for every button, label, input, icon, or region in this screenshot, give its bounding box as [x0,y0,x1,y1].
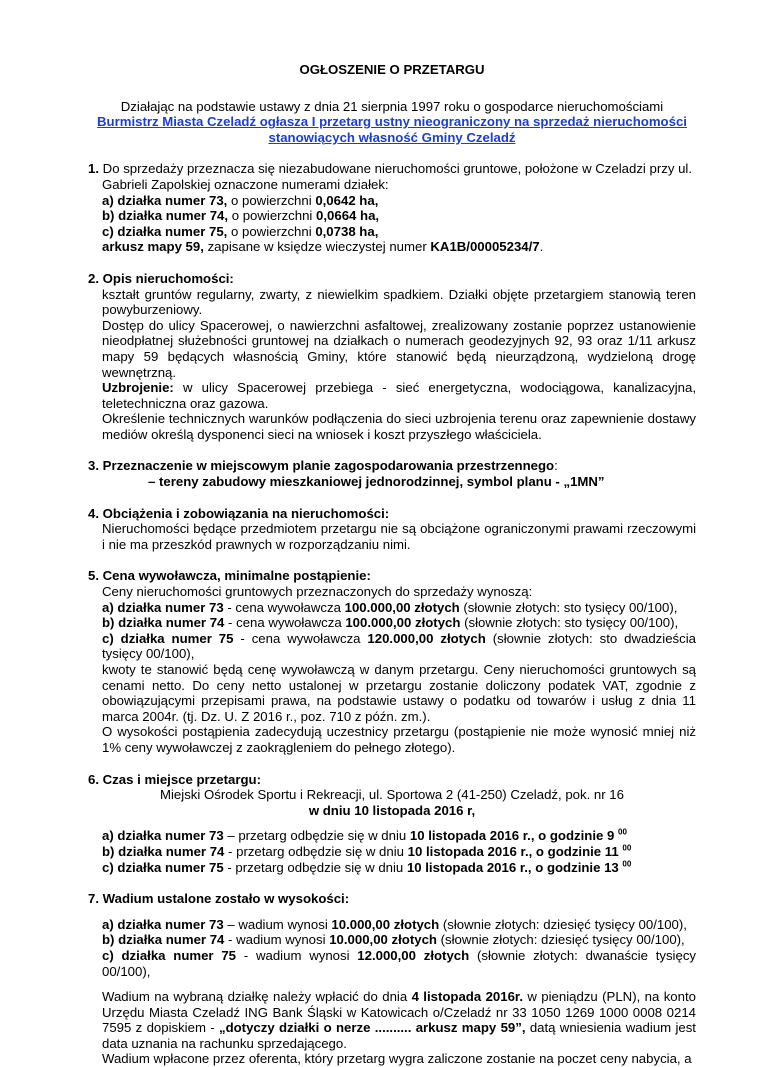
deposit-item: c) działka numer 75 - wadium wynosi 12.000,00 złotych (słownie złotych: dwanaście tysięcy 00/100), [102,947,697,979]
section-2-heading: 2. Opis nieruchomości: [88,270,234,286]
section-5-p2: O wysokości postąpienia zadecydują uczestnicy przetargu (postąpienie nie może wynosić mniej niż 1% ceny wywoławczej z zaokrągleniem do pełnego złotego). [102,724,696,755]
auction-time-item: a) działka numer 73 – przetarg odbędzie się w dniu 10 listopada 2016 r., o godzinie 9 $^{00}$ [102,827,627,844]
deposit-last-line: Wadium wpłacone przez oferenta, który przetarg wygra zaliczone zostanie na poczet ceny nabycia, a [102,1051,692,1067]
section-5 [88,568,696,755]
plot-area-item: b) działka numer 74, o powierzchni 0,0664 ha, [102,208,380,224]
intro-text: Działając na podstawie ustawy z dnia 21 sierpnia 1997 roku o gospodarce nieruchomościami [120,98,664,114]
section-2-p2: Dostęp do ulicy Spacerowej, o nawierzchni asfaltowej, zrealizowany zostanie poprzez ustanowienie nieodpłatnej służebności gruntowej na działkach o numerach geodezyjnych 92, 93 oraz 1/11 arkusz mapy 59 będących własnością Gminy, które stanowić będą nieurządzoną, wydzieloną drogę wewnętrzną. [102,317,696,380]
section-4-text: Nieruchomości będące przedmiotem przetargu nie są obciążone ograniczonymi prawami rzeczowymi i nie ma przeszkód prawnych w rozporządzaniu nimi. [102,521,696,552]
section-3 [88,458,696,489]
section-6-heading: 6. Czas i miejsce przetargu: [88,771,261,787]
plot-area-item: c) działka numer 75, o powierzchni 0,0738 ha, [102,223,379,239]
section-2-p3: Uzbrojenie: w ulicy Spacerowej przebiega - sieć energetyczna, wodociągowa, kanalizacyjna, teletechniczna oraz gazowa. [102,380,696,411]
price-item: b) działka numer 74 - cena wywoławcza 100.000,00 złotych (słownie złotych: sto tysięcy 00/100), [102,615,679,631]
section-1-text-b: Gabrieli Zapolskiej oznaczone numerami działek: [102,176,389,192]
section-2 [88,271,696,443]
price-item: c) działka numer 75 - cena wywoławcza 120.000,00 złotych (słownie złotych: sto dwadzieścia tysięcy 00/100), [102,630,696,662]
section-7 [88,891,696,1067]
section-1-text-a: 1. Do sprzedaży przeznacza się niezabudowane nieruchomości gruntowe, położone w Czeladzi przy ul. [88,161,693,177]
section-4 [88,506,696,553]
map-sheet-line: arkusz mapy 59, zapisane w księdze wieczystej numer KA1B/00005234/7. [102,239,544,255]
deposit-item: b) działka numer 74 - wadium wynosi 10.000,00 złotych (słownie złotych: dziesięć tysięcy 00/100), [102,932,685,948]
price-item: a) działka numer 73 - cena wywoławcza 100.000,00 złotych (słownie złotych: sto tysięcy 00/100), [102,599,678,615]
plot-area-item: a) działka numer 73, o powierzchni 0,0642 ha, [102,192,379,208]
section-1 [88,161,696,255]
headline-link-line1[interactable]: Burmistrz Miasta Czeladź ogłasza I przetarg ustny nieograniczony na sprzedaż nieruchomości [97,114,687,130]
section-2-p4: Określenie technicznych warunków podłączenia do sieci uzbrojenia terenu oraz zapewnienie dostawy mediów określą dysponenci sieci na wniosek i koszt przyszłego właściciela. [102,411,696,442]
deposit-payment-text: Wadium na wybraną działkę należy wpłacić do dnia 4 listopada 2016r. w pieniądzu (PLN), na konto Urzędu Miasta Czeladź ING Bank Śląski w Katowicach o/Czeladź nr 33 1050 1269 1000 0008 0214 7595 z dopiskiem - „dotyczy działki o nerze .......... arkusz mapy 59”, datą wniesienia wadium jest data uznania na rachunku sprzedającego. [102,989,696,1051]
section-5-intro: Ceny nieruchomości gruntowych przeznaczonych do sprzedaży wynoszą: [102,584,533,600]
auction-time-item: c) działka numer 75 - przetarg odbędzie się w dniu 10 listopada 2016 r., o godzinie 13 $^{00}$ [102,859,632,875]
headline-link-line2[interactable]: stanowiących własność Gminy Czeladź [268,129,516,145]
auction-place: Miejski Ośrodek Sportu i Rekreacji, ul. Sportowa 2 (41-250) Czeladź, pok. nr 16 [160,787,624,803]
section-6 [88,772,696,876]
auction-time-item: b) działka numer 74 - przetarg odbędzie się w dniu 10 listopada 2016 r., o godzinie 11 $^{00}$ [102,843,632,859]
document-title: OGŁOSZENIE O PRZETARGU [299,62,485,77]
section-3-zoning: – tereny zabudowy mieszkaniowej jednorodzinnej, symbol planu - „1MN” [148,474,605,490]
section-4-heading: 4. Obciążenia i zobowiązania na nieruchomości: [88,505,390,521]
deposit-item: a) działka numer 73 – wadium wynosi 10.000,00 złotych (słownie złotych: dziesięć tysięcy 00/100), [102,916,687,932]
auction-date: w dniu 10 listopada 2016 r, [308,802,476,818]
section-2-p1: kształt gruntów regularny, zwarty, z niewielkim spadkiem. Działki objęte przetargiem stanowią teren powyburzeniowy. [102,286,696,318]
section-7-heading: 7. Wadium ustalone zostało w wysokości: [88,891,350,907]
section-5-p1: kwoty te stanowić będą cenę wywoławczą w danym przetargu. Ceny nieruchomości gruntowych są cenami netto. Do ceny netto ustalonej w przetargu zostanie doliczony podatek VAT, zgodnie z obowiązującymi przepisami prawa, na podstawie ustawy o podatku od towarów i usług z dnia 11 marca 2004r. (tj. Dz. U. Z 2016 r., poz. 710 z późn. zm.). [102,662,696,724]
section-3-heading: 3. Przeznaczenie w miejscowym planie zagospodarowania przestrzennego: [88,458,558,474]
section-5-heading: 5. Cena wywoławcza, minimalne postąpienie: [88,568,371,584]
